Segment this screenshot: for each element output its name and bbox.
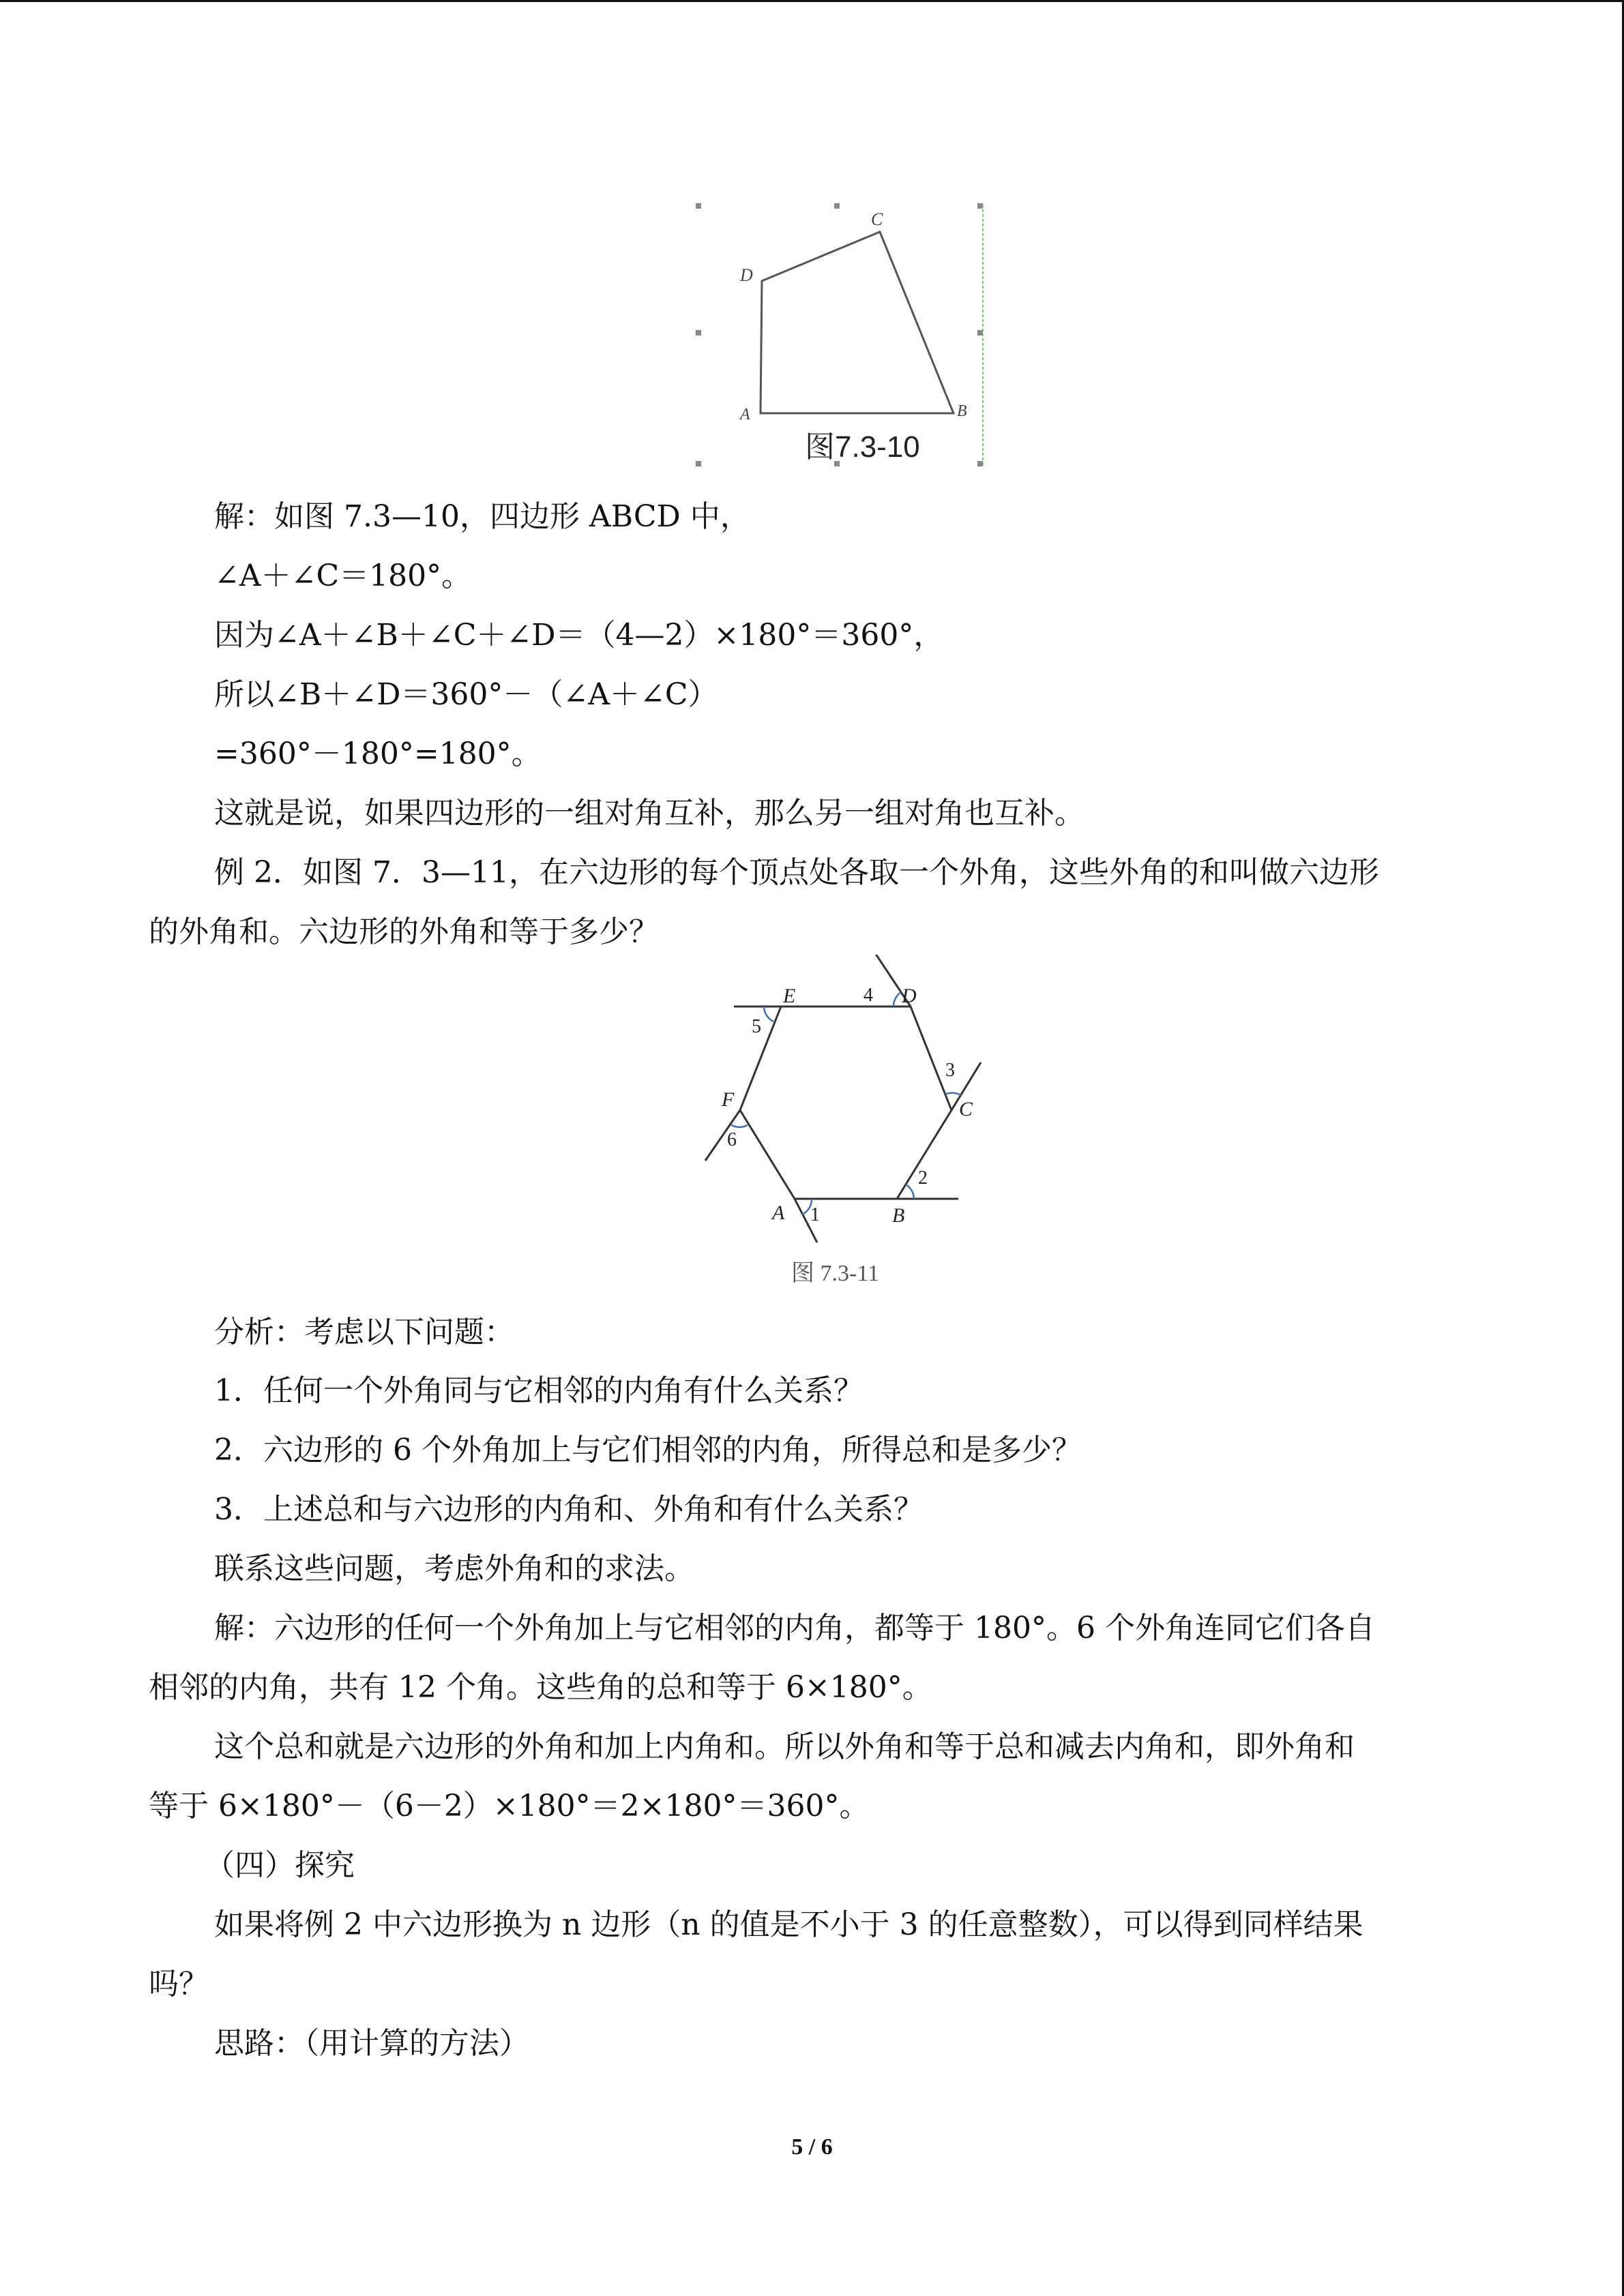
- angle-label-4: 4: [863, 985, 873, 1006]
- analysis-heading: 分析：考虑以下问题：: [214, 1315, 514, 1350]
- section4-question-line-1: 如果将例 2 中六边形换为 n 边形（n 的值是不小于 3 的任意整数），可以得到同样结果: [214, 1907, 1363, 1942]
- section4-question-line-2: 吗？: [149, 1967, 209, 2001]
- angle-arc-5: [764, 1007, 773, 1022]
- section4-idea: 思路：（用计算的方法）: [214, 2026, 529, 2061]
- figure2-caption: 图 7.3-11: [791, 1261, 880, 1286]
- resize-handle-middle-right[interactable]: [977, 330, 983, 336]
- figure-hexagon: [696, 955, 982, 1296]
- analysis-summary: 联系这些问题，考虑外角和的求法。: [214, 1551, 694, 1586]
- solution2-line-2: 相邻的内角，共有 12 个角。这些角的总和等于 6×180°。: [149, 1670, 932, 1705]
- resize-handle-top-center[interactable]: [834, 203, 840, 209]
- vertex-label-b: B: [892, 1204, 905, 1227]
- solution2-line-3: 这个总和就是六边形的外角和加上内角和。所以外角和等于总和减去内角和，即外角和: [214, 1729, 1355, 1764]
- solution2-line-1: 解：六边形的任何一个外角加上与它相邻的内角，都等于 180°。6 个外角连同它们各自: [214, 1611, 1375, 1645]
- label-c: C: [871, 209, 883, 229]
- analysis-question-2: 2．六边形的 6 个外角加上与它们相邻的内角，所得总和是多少？: [214, 1433, 1082, 1467]
- figure-caption: 图7.3-10: [805, 430, 920, 464]
- solution2-line-4: 等于 6×180°－（6－2）×180°＝2×180°＝360°。: [149, 1789, 870, 1823]
- example2-line-1: 例 2．如图 7．3—11，在六边形的每个顶点处各取一个外角，这些外角的和叫做六边形: [214, 855, 1379, 890]
- solution1-conclusion: 这就是说，如果四边形的一组对角互补，那么另一组对角也互补。: [214, 796, 1084, 831]
- angle-label-3: 3: [945, 1060, 955, 1081]
- angle-arc-6: [730, 1124, 748, 1127]
- solution1-line-4: 所以∠B＋∠D＝360°－（∠A＋∠C）: [214, 677, 718, 712]
- section4-heading: （四）探究: [205, 1848, 355, 1883]
- angle-arc-3: [945, 1093, 961, 1095]
- example2-line-2: 的外角和。六边形的外角和等于多少？: [149, 914, 659, 949]
- analysis-question-1: 1．任何一个外角同与它相邻的内角有什么关系？: [214, 1373, 863, 1408]
- vertex-label-d: D: [902, 985, 917, 1007]
- vertex-label-e: E: [783, 985, 796, 1007]
- angle-arc-4: [894, 992, 901, 1007]
- figure-quadrilateral[interactable]: [692, 198, 986, 471]
- resize-handle-bottom-right[interactable]: [977, 461, 983, 466]
- angle-label-6: 6: [727, 1129, 737, 1150]
- label-d: D: [740, 265, 753, 285]
- solution1-line-1: 解：如图 7.3—10，四边形 ABCD 中，: [214, 499, 750, 534]
- angle-label-2: 2: [918, 1167, 928, 1189]
- vertex-label-a: A: [772, 1202, 785, 1224]
- analysis-question-3: 3．上述总和与六边形的内角和、外角和有什么关系？: [214, 1492, 924, 1527]
- angle-arc-2: [906, 1184, 914, 1199]
- angle-label-5: 5: [752, 1016, 761, 1037]
- angle-label-1: 1: [810, 1204, 820, 1225]
- resize-handle-top-left[interactable]: [696, 203, 701, 209]
- label-a: A: [740, 406, 750, 423]
- solution1-line-5: =360°－180°=180°。: [214, 736, 542, 771]
- resize-handle-top-right[interactable]: [977, 203, 983, 209]
- vertex-label-f: F: [722, 1088, 735, 1111]
- vertex-label-c: C: [959, 1098, 973, 1120]
- solution1-line-2: ∠A＋∠C＝180°。: [214, 558, 472, 593]
- label-b: B: [957, 402, 967, 420]
- solution1-line-3: 因为∠A＋∠B＋∠C＋∠D＝（4—2）×180°＝360°，: [214, 618, 944, 653]
- page-number: 5 / 6: [791, 2134, 833, 2160]
- resize-handle-bottom-left[interactable]: [696, 461, 701, 466]
- resize-handle-middle-left[interactable]: [696, 330, 701, 336]
- quadrilateral-abcd: [761, 232, 954, 413]
